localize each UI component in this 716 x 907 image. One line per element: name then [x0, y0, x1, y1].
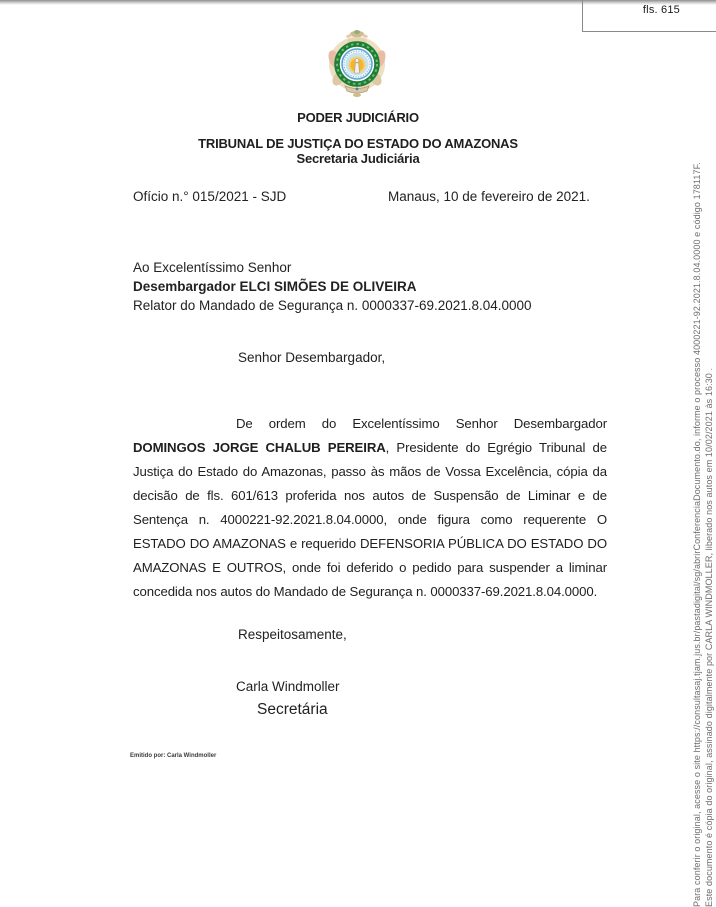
- side-note-verification-line: Para conferir o original, acesse o site https://consultasaj.tjam.jus.br/pastadigital/sg/abrirConferenciaDocumento.do, informe o processo 4000221-92.2021.8.04.0000 e código 178117F.: [692, 162, 702, 907]
- dateline: Manaus, 10 de fevereiro de 2021.: [388, 189, 590, 204]
- addressee-block: [133, 258, 532, 315]
- paragraph-segment-bold-name: DOMINGOS JORGE CHALUB PEREIRA: [133, 440, 386, 455]
- tjam-coat-of-arms-icon: [325, 29, 389, 99]
- side-note-signature-line: Este documento é cópia do original, assinado digitalmente por CARLA WINDMOLLER, liberado nos autos em 10/02/2021 às 16:30 .: [704, 367, 714, 907]
- addressee-line-3: Relator do Mandado de Segurança n. 0000337-69.2021.8.04.0000: [133, 298, 532, 313]
- signature-title: Secretária: [257, 701, 328, 718]
- paragraph-segment: De ordem do Excelentíssimo Senhor Desembargador: [236, 416, 607, 431]
- emitted-by-note: Emitido por: Carla Windmoller: [130, 753, 217, 759]
- header-secretaria: Secretaria Judiciária: [296, 151, 420, 166]
- paragraph-segment: , Presidente do Egrégio Tribunal de Justiça do Estado do Amazonas, passo às mãos de Vossa Excelência, cópia da decisão de fls. 601/613 proferida nos autos de Suspensão de Liminar e de Sentença n. 4000221-92.2021.8.04.0000, onde figura como requerente O ESTADO DO AMAZONAS e requerido DEFENSORIA PÚBLICA DO ESTADO DO AMAZONAS E OUTROS, onde foi deferido o pedido para suspender a liminar concedida nos autos do Mandado de Segurança n. 0000337-69.2021.8.04.0000.: [133, 440, 607, 599]
- header-poder-judiciario: PODER JUDICIÁRIO: [297, 110, 419, 125]
- signature-name: Carla Windmoller: [236, 679, 340, 694]
- salutation: Senhor Desembargador,: [238, 350, 386, 365]
- addressee-line-2: Desembargador ELCI SIMÕES DE OLIVEIRA: [133, 279, 417, 294]
- body-paragraph: [133, 412, 607, 604]
- digital-signature-side-note: [691, 0, 716, 907]
- closing-respeitosamente: Respeitosamente,: [238, 627, 347, 642]
- fls-page-number: fls. 615: [642, 4, 680, 16]
- header-tribunal: TRIBUNAL DE JUSTIÇA DO ESTADO DO AMAZONAS: [198, 136, 518, 151]
- oficio-number: Ofício n.° 015/2021 - SJD: [133, 189, 287, 204]
- addressee-line-1: Ao Excelentíssimo Senhor: [133, 260, 292, 275]
